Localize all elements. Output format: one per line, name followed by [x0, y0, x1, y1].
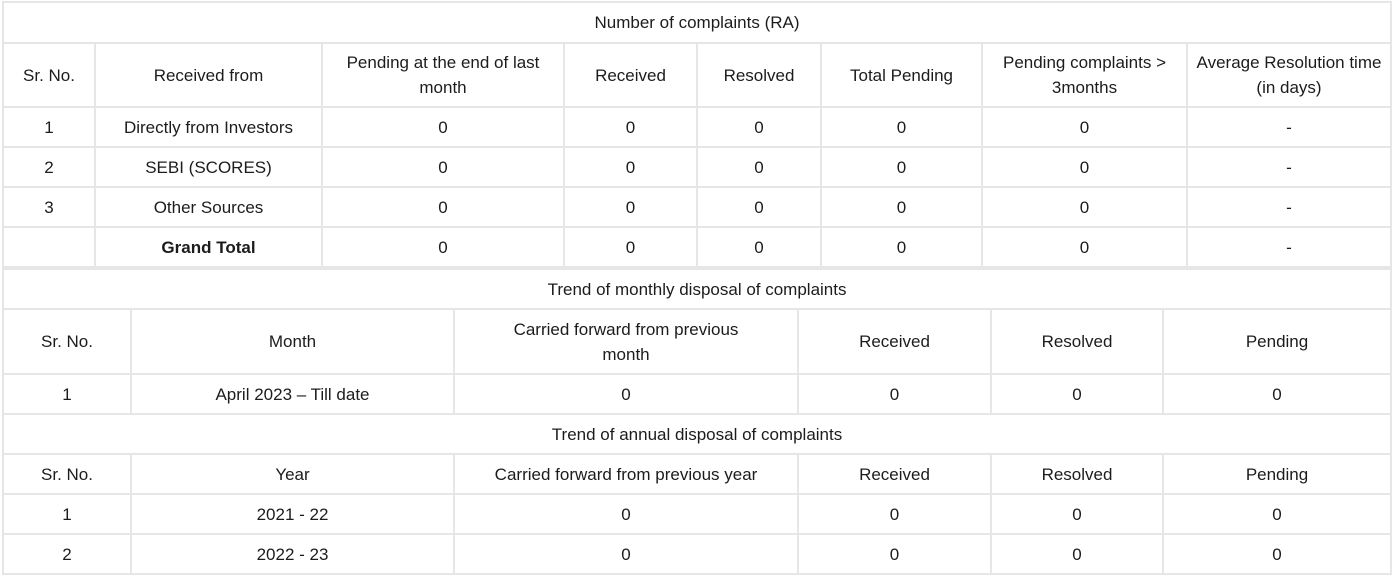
- column-header: Average Resolution time (in days): [1187, 43, 1391, 107]
- table-cell: 0: [322, 187, 564, 227]
- table-cell: 0: [454, 534, 798, 574]
- table-cell: [3, 227, 95, 267]
- table-cell: 0: [821, 107, 982, 147]
- table-cell: -: [1187, 187, 1391, 227]
- table-cell: 0: [564, 187, 697, 227]
- table-cell: 0: [564, 227, 697, 267]
- table-cell: 0: [564, 147, 697, 187]
- table-row: [3, 534, 1391, 574]
- column-header: Carried forward from previous year: [454, 454, 798, 494]
- table-cell: 0: [821, 147, 982, 187]
- table-cell: 1: [3, 494, 131, 534]
- column-header: Received from: [95, 43, 322, 107]
- table-cell: 0: [798, 494, 991, 534]
- table-cell: SEBI (SCORES): [95, 147, 322, 187]
- table-cell: 1: [3, 374, 131, 414]
- table-cell: Other Sources: [95, 187, 322, 227]
- table-cell: 2: [3, 147, 95, 187]
- table-cell: 0: [564, 107, 697, 147]
- table-cell: 0: [991, 494, 1163, 534]
- column-header: Resolved: [991, 309, 1163, 374]
- ra-complaints-table: [2, 1, 1392, 268]
- grand-total-row: [3, 227, 1391, 267]
- ra-complaints-title: Number of complaints (RA): [3, 2, 1391, 43]
- table-cell: 0: [1163, 494, 1391, 534]
- table-cell: 0: [982, 147, 1187, 187]
- table-row: [3, 147, 1391, 187]
- column-header: Pending complaints > 3months: [982, 43, 1187, 107]
- column-header: Received: [798, 454, 991, 494]
- column-header: Pending: [1163, 309, 1391, 374]
- column-header: Year: [131, 454, 454, 494]
- table-cell: 0: [454, 494, 798, 534]
- column-header: Received: [798, 309, 991, 374]
- annual-header-row: [3, 454, 1391, 494]
- table-cell: 0: [991, 374, 1163, 414]
- table-row: [3, 374, 1391, 414]
- table-cell: 0: [1163, 534, 1391, 574]
- table-cell: 0: [991, 534, 1163, 574]
- annual-trend-title: Trend of annual disposal of complaints: [3, 414, 1391, 454]
- table-cell: 1: [3, 107, 95, 147]
- monthly-trend-title: Trend of monthly disposal of complaints: [3, 269, 1391, 309]
- column-header: Month: [131, 309, 454, 374]
- column-header: Pending at the end of last month: [322, 43, 564, 107]
- table-cell: Directly from Investors: [95, 107, 322, 147]
- column-header: Resolved: [697, 43, 821, 107]
- column-header: Total Pending: [821, 43, 982, 107]
- table-row: [3, 107, 1391, 147]
- table-cell: 0: [697, 187, 821, 227]
- table-cell: 0: [322, 227, 564, 267]
- column-header: Sr. No.: [3, 309, 131, 374]
- grand-total-label: Grand Total: [95, 227, 322, 267]
- monthly-header-row: [3, 309, 1391, 374]
- table-cell: April 2023 – Till date: [131, 374, 454, 414]
- table-cell: -: [1187, 107, 1391, 147]
- table-row: [3, 494, 1391, 534]
- column-header: Pending: [1163, 454, 1391, 494]
- table-cell: 0: [454, 374, 798, 414]
- table-cell: 3: [3, 187, 95, 227]
- table-cell: 0: [697, 227, 821, 267]
- column-header: Carried forward from previous month: [454, 309, 798, 374]
- table-cell: 2021 - 22: [131, 494, 454, 534]
- table-cell: -: [1187, 147, 1391, 187]
- table-cell: 0: [982, 107, 1187, 147]
- table-cell: 0: [697, 147, 821, 187]
- column-header: Sr. No.: [3, 43, 95, 107]
- table-cell: 0: [982, 187, 1187, 227]
- table-cell: 0: [322, 147, 564, 187]
- monthly-trend-table: [2, 268, 1392, 415]
- column-header: Sr. No.: [3, 454, 131, 494]
- table-cell: 0: [322, 107, 564, 147]
- table-cell: 2: [3, 534, 131, 574]
- ra-header-row: [3, 43, 1391, 107]
- table-cell: 0: [697, 107, 821, 147]
- table-cell: 0: [798, 374, 991, 414]
- column-header: Resolved: [991, 454, 1163, 494]
- table-cell: 0: [982, 227, 1187, 267]
- table-row: [3, 187, 1391, 227]
- column-header: Received: [564, 43, 697, 107]
- table-cell: 2022 - 23: [131, 534, 454, 574]
- table-cell: 0: [798, 534, 991, 574]
- table-cell: 0: [821, 187, 982, 227]
- table-cell: 0: [1163, 374, 1391, 414]
- table-cell: -: [1187, 227, 1391, 267]
- annual-trend-table: [2, 413, 1392, 575]
- table-cell: 0: [821, 227, 982, 267]
